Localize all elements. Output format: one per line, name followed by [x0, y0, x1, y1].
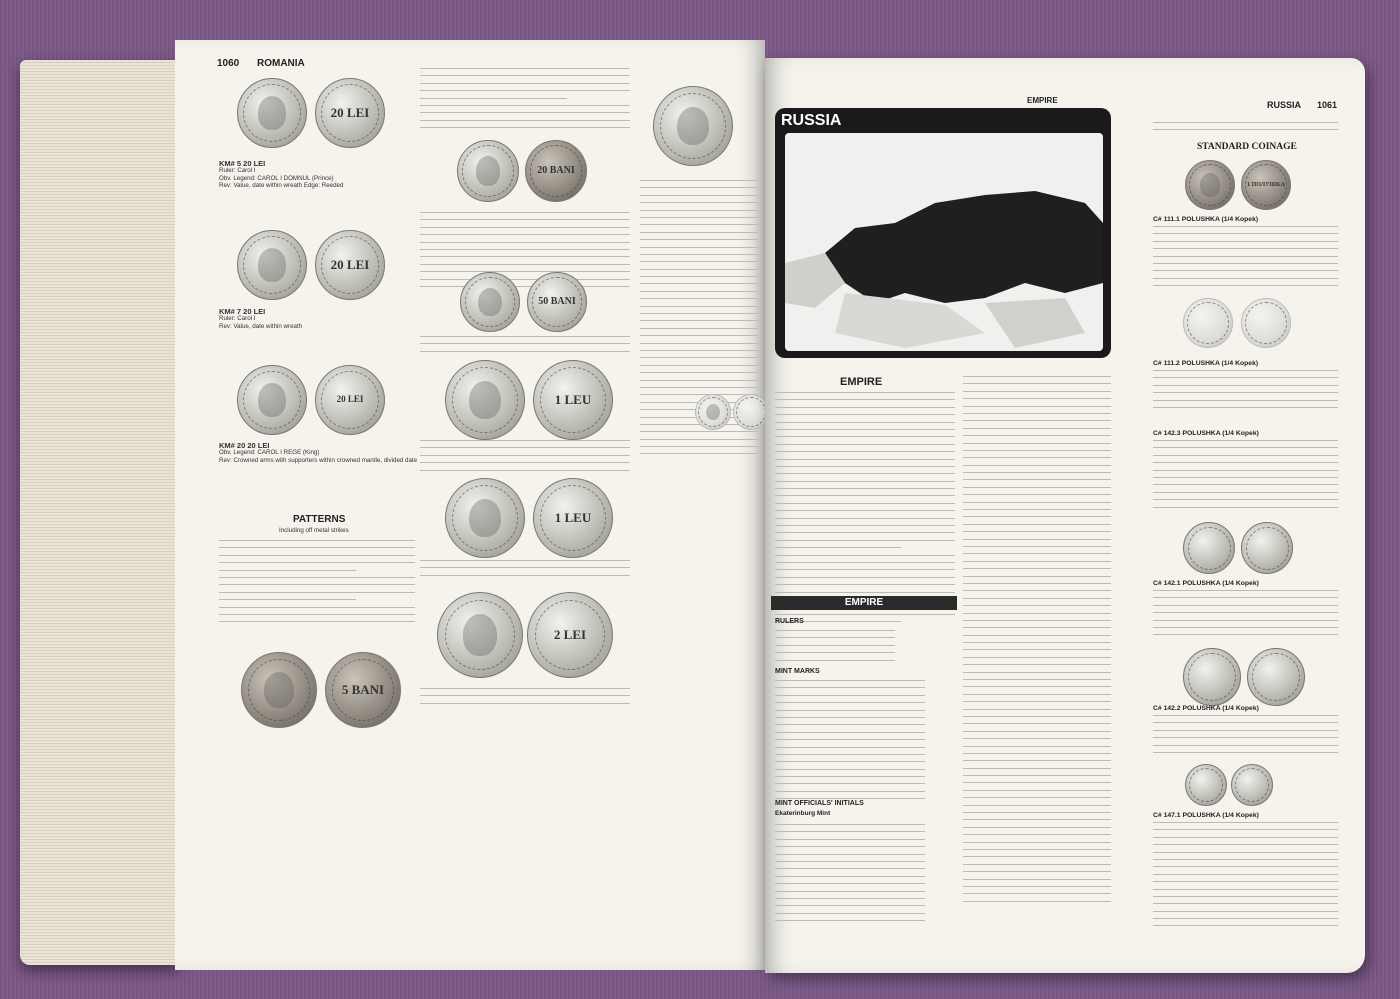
coin-c147-1-obverse: [1185, 764, 1227, 806]
coin-20-bani-reverse: 20 BANI: [525, 140, 587, 202]
polushka-c111-2-table: [1153, 370, 1338, 414]
polushka-c147-1-title: C# 147.1 POLUSHKA (1/4 Kopek): [1153, 812, 1259, 819]
page-number-right: 1061: [1317, 100, 1338, 110]
book-page-edges: [20, 60, 180, 965]
coin-column3-obverse: [653, 86, 733, 166]
map-svg: [785, 133, 1103, 351]
russia-map: [785, 133, 1103, 351]
coin-50-bani-obverse: [460, 272, 520, 332]
pattern-listings-20-bani: [420, 212, 630, 293]
ekaterinburg-mint-label: Ekaterinburg Mint: [775, 810, 831, 817]
patterns-heading: PATTERNS: [293, 514, 346, 525]
coin-pn7-reverse: 5 BANI: [325, 652, 401, 728]
polushka-c142-1-title: C# 142.1 POLUSHKA (1/4 Kopek): [1153, 580, 1259, 587]
coin-km7-obverse: [237, 230, 307, 300]
patterns-table: [219, 540, 415, 629]
rulers-label: RULERS: [775, 618, 804, 625]
coin-km20-reverse: 20 LEI: [315, 365, 385, 435]
polushka-c111-1-title: C# 111.1 POLUSHKA (1/4 Kopek): [1153, 216, 1259, 223]
coin-pieforts-obverse: [695, 394, 731, 430]
km20-description: KM# 20 20 LEI Obv. Legend: CAROL I REGE (King) Rev: Crowned arms with supporters within crowned mantle, divided date: [219, 441, 418, 464]
right-page: [765, 58, 1365, 973]
coin-1-leu-reverse: 1 LEU: [533, 360, 613, 440]
page-number-left: 1060: [217, 58, 240, 69]
coin-c111-reverse: 1 ПОЛУШКА: [1241, 160, 1291, 210]
mint-marks-label: MINT MARKS: [775, 668, 820, 675]
coin-pieforts-reverse: [733, 394, 765, 430]
empire-heading: EMPIRE: [840, 376, 883, 388]
coin-c147-1-reverse: [1231, 764, 1273, 806]
pattern-listings-2-lei: [420, 688, 630, 710]
pattern-listings-50-bani: [420, 336, 630, 358]
rulers-list: [775, 630, 895, 667]
polushka-c142-1-table: [1153, 590, 1338, 642]
polushka-c142-2-title: C# 142.2 POLUSHKA (1/4 Kopek): [1153, 705, 1259, 712]
central-asia-landmass: [835, 293, 985, 348]
coin-c142-2-reverse: [1247, 648, 1305, 706]
country-header-left: ROMANIA: [257, 58, 305, 69]
pattern-listings-top: [420, 68, 630, 135]
map-title: RUSSIA: [781, 112, 842, 129]
km7-description: KM# 7 20 LEI Ruler: Carol I Rev: Value, date within wreath: [219, 307, 303, 330]
mint-columns-middle: [963, 376, 1111, 908]
coin-pn7-obverse: [241, 652, 317, 728]
mint-officials-list: [775, 824, 925, 927]
russia-landmass: [825, 191, 1103, 303]
pattern-listings-1-leu: [420, 440, 630, 477]
coin-km20-obverse: [237, 365, 307, 435]
empire-section-band: EMPIRE: [771, 596, 957, 610]
country-header-right: RUSSIA: [1267, 100, 1302, 110]
polushka-c142-3-title: C# 142.3 POLUSHKA (1/4 Kopek): [1153, 430, 1259, 437]
running-header-empire: EMPIRE: [1027, 96, 1058, 105]
coin-km5-obverse: [237, 78, 307, 148]
km5-description: KM# 5 20 LEI Ruler: Carol I Obv. Legend: CAROL I DOMNUL (Prince) Rev: Value, date within wreath Edge: Reeded: [219, 159, 344, 190]
polushka-c142-2-table: [1153, 715, 1338, 759]
polushka-c111-1-table: [1153, 226, 1338, 293]
coin-c142-1-reverse: [1241, 522, 1293, 574]
china-landmass: [985, 298, 1085, 348]
coin-1-leu-2-reverse: 1 LEU: [533, 478, 613, 558]
mint-officials-label: MINT OFFICIALS' INITIALS: [775, 800, 864, 807]
mint-marks-list: [775, 680, 925, 806]
standard-coinage-heading: STANDARD COINAGE: [1197, 142, 1297, 152]
pattern-listings-1-leu-2: [420, 560, 630, 582]
coin-2-lei-reverse: 2 LEI: [527, 592, 613, 678]
coin-km5-reverse: 20 LEI: [315, 78, 385, 148]
coin-1-leu-obverse: [445, 360, 525, 440]
coin-c111-2-reverse: [1241, 298, 1291, 348]
patterns-subheading: Including off metal strikes: [279, 527, 349, 534]
polushka-c147-1-table: [1153, 822, 1338, 933]
coin-50-bani-reverse: 50 BANI: [527, 272, 587, 332]
empire-history-text: [775, 392, 955, 629]
polushka-c142-3-table: [1153, 440, 1338, 514]
coin-c111-obverse: [1185, 160, 1235, 210]
coin-c111-2-obverse: [1183, 298, 1233, 348]
coin-km7-reverse: 20 LEI: [315, 230, 385, 300]
coin-c142-1-obverse: [1183, 522, 1235, 574]
coin-20-bani-obverse: [457, 140, 519, 202]
coin-2-lei-obverse: [437, 592, 523, 678]
denomination-note: [1153, 122, 1338, 137]
polushka-c111-2-title: C# 111.2 POLUSHKA (1/4 Kopek): [1153, 360, 1259, 367]
coin-1-leu-2-obverse: [445, 478, 525, 558]
left-page: [175, 40, 765, 970]
coin-c142-2-obverse: [1183, 648, 1241, 706]
